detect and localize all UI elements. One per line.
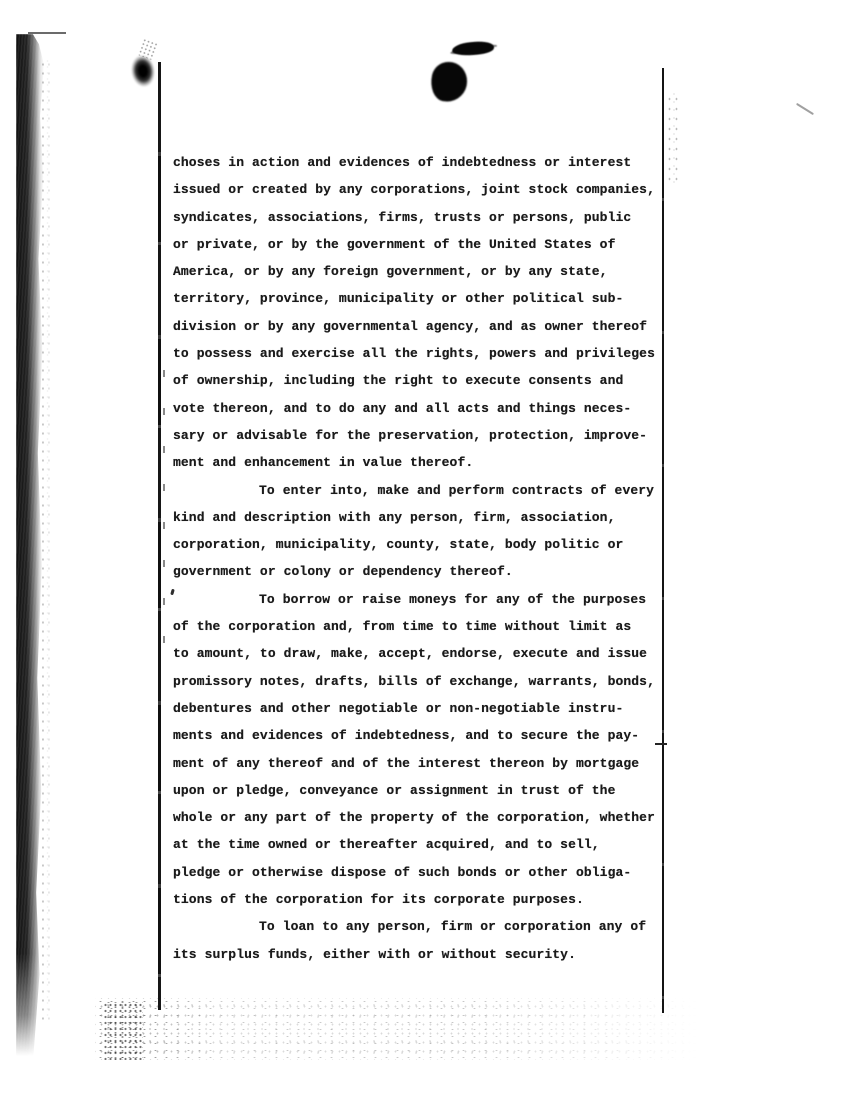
text-line: ment of any thereof and of the interest thereon by mortgage xyxy=(173,755,640,771)
stray-curve-mark xyxy=(796,103,814,115)
text-line: tions of the corporation for its corporate purposes. xyxy=(173,892,584,908)
text-line: To loan to any person, firm or corporation any of xyxy=(259,919,647,935)
text-line: sary or advisable for the preservation, protection, improve- xyxy=(173,427,648,443)
text-line: syndicates, associations, firms, trusts or persons, public xyxy=(173,209,632,225)
ink-blob-bar xyxy=(452,40,495,57)
text-line: division or by any governmental agency, and as owner thereof xyxy=(173,318,648,334)
text-line: upon or pledge, conveyance or assignment in trust of the xyxy=(173,782,616,798)
bottom-scan-noise-dense xyxy=(103,1002,143,1060)
text-line: America, or by any foreign government, or by any state, xyxy=(173,264,608,280)
bottom-scan-noise xyxy=(95,998,720,1060)
text-line: corporation, municipality, county, state, body politic or xyxy=(173,537,624,553)
text-line: or private, or by the government of the United States of xyxy=(173,236,616,252)
text-line: promissory notes, drafts, bills of exchange, warrants, bonds, xyxy=(173,673,655,689)
text-line: pledge or otherwise dispose of such bonds or other obliga- xyxy=(173,864,632,880)
text-line: to possess and exercise all the rights, powers and privileges xyxy=(173,346,655,362)
text-line: To enter into, make and perform contracts of every xyxy=(259,482,655,498)
text-line: kind and description with any person, firm, association, xyxy=(173,509,616,525)
text-line: choses in action and evidences of indebtedness or interest xyxy=(173,155,632,170)
text-line: debentures and other negotiable or non-negotiable instru- xyxy=(173,700,624,716)
ruled-line-left-double xyxy=(163,370,165,670)
text-line: government or colony or dependency thereof. xyxy=(173,564,513,580)
text-line: to amount, to draw, make, accept, endorse, execute and issue xyxy=(173,646,648,662)
text-line: vote thereon, and to do any and all acts and things neces- xyxy=(173,400,632,416)
text-line: territory, province, municipality or other political sub- xyxy=(173,291,624,307)
text-line: ments and evidences of indebtedness, and to secure the pay- xyxy=(173,728,640,744)
text-line: ment and enhancement in value thereof. xyxy=(173,455,474,471)
text-line: of the corporation and, from time to time without limit as xyxy=(173,619,632,635)
ink-blob-round xyxy=(427,59,471,106)
text-line: of ownership, including the right to execute consents and xyxy=(173,373,624,389)
text-line: its surplus funds, either with or without security. xyxy=(173,946,576,962)
document-text xyxy=(173,149,678,968)
text-line: at the time owned or thereafter acquired, and to sell, xyxy=(173,837,600,853)
text-line: To borrow or raise moneys for any of the purposes xyxy=(259,591,647,607)
text-line: issued or created by any corporations, joint stock companies, xyxy=(173,182,655,198)
ruled-line-left xyxy=(158,62,161,1010)
text-line: whole or any part of the property of the corporation, whether xyxy=(173,810,655,826)
binding-edge-speckle xyxy=(40,60,54,1020)
binding-top-tick-mark xyxy=(28,32,66,34)
